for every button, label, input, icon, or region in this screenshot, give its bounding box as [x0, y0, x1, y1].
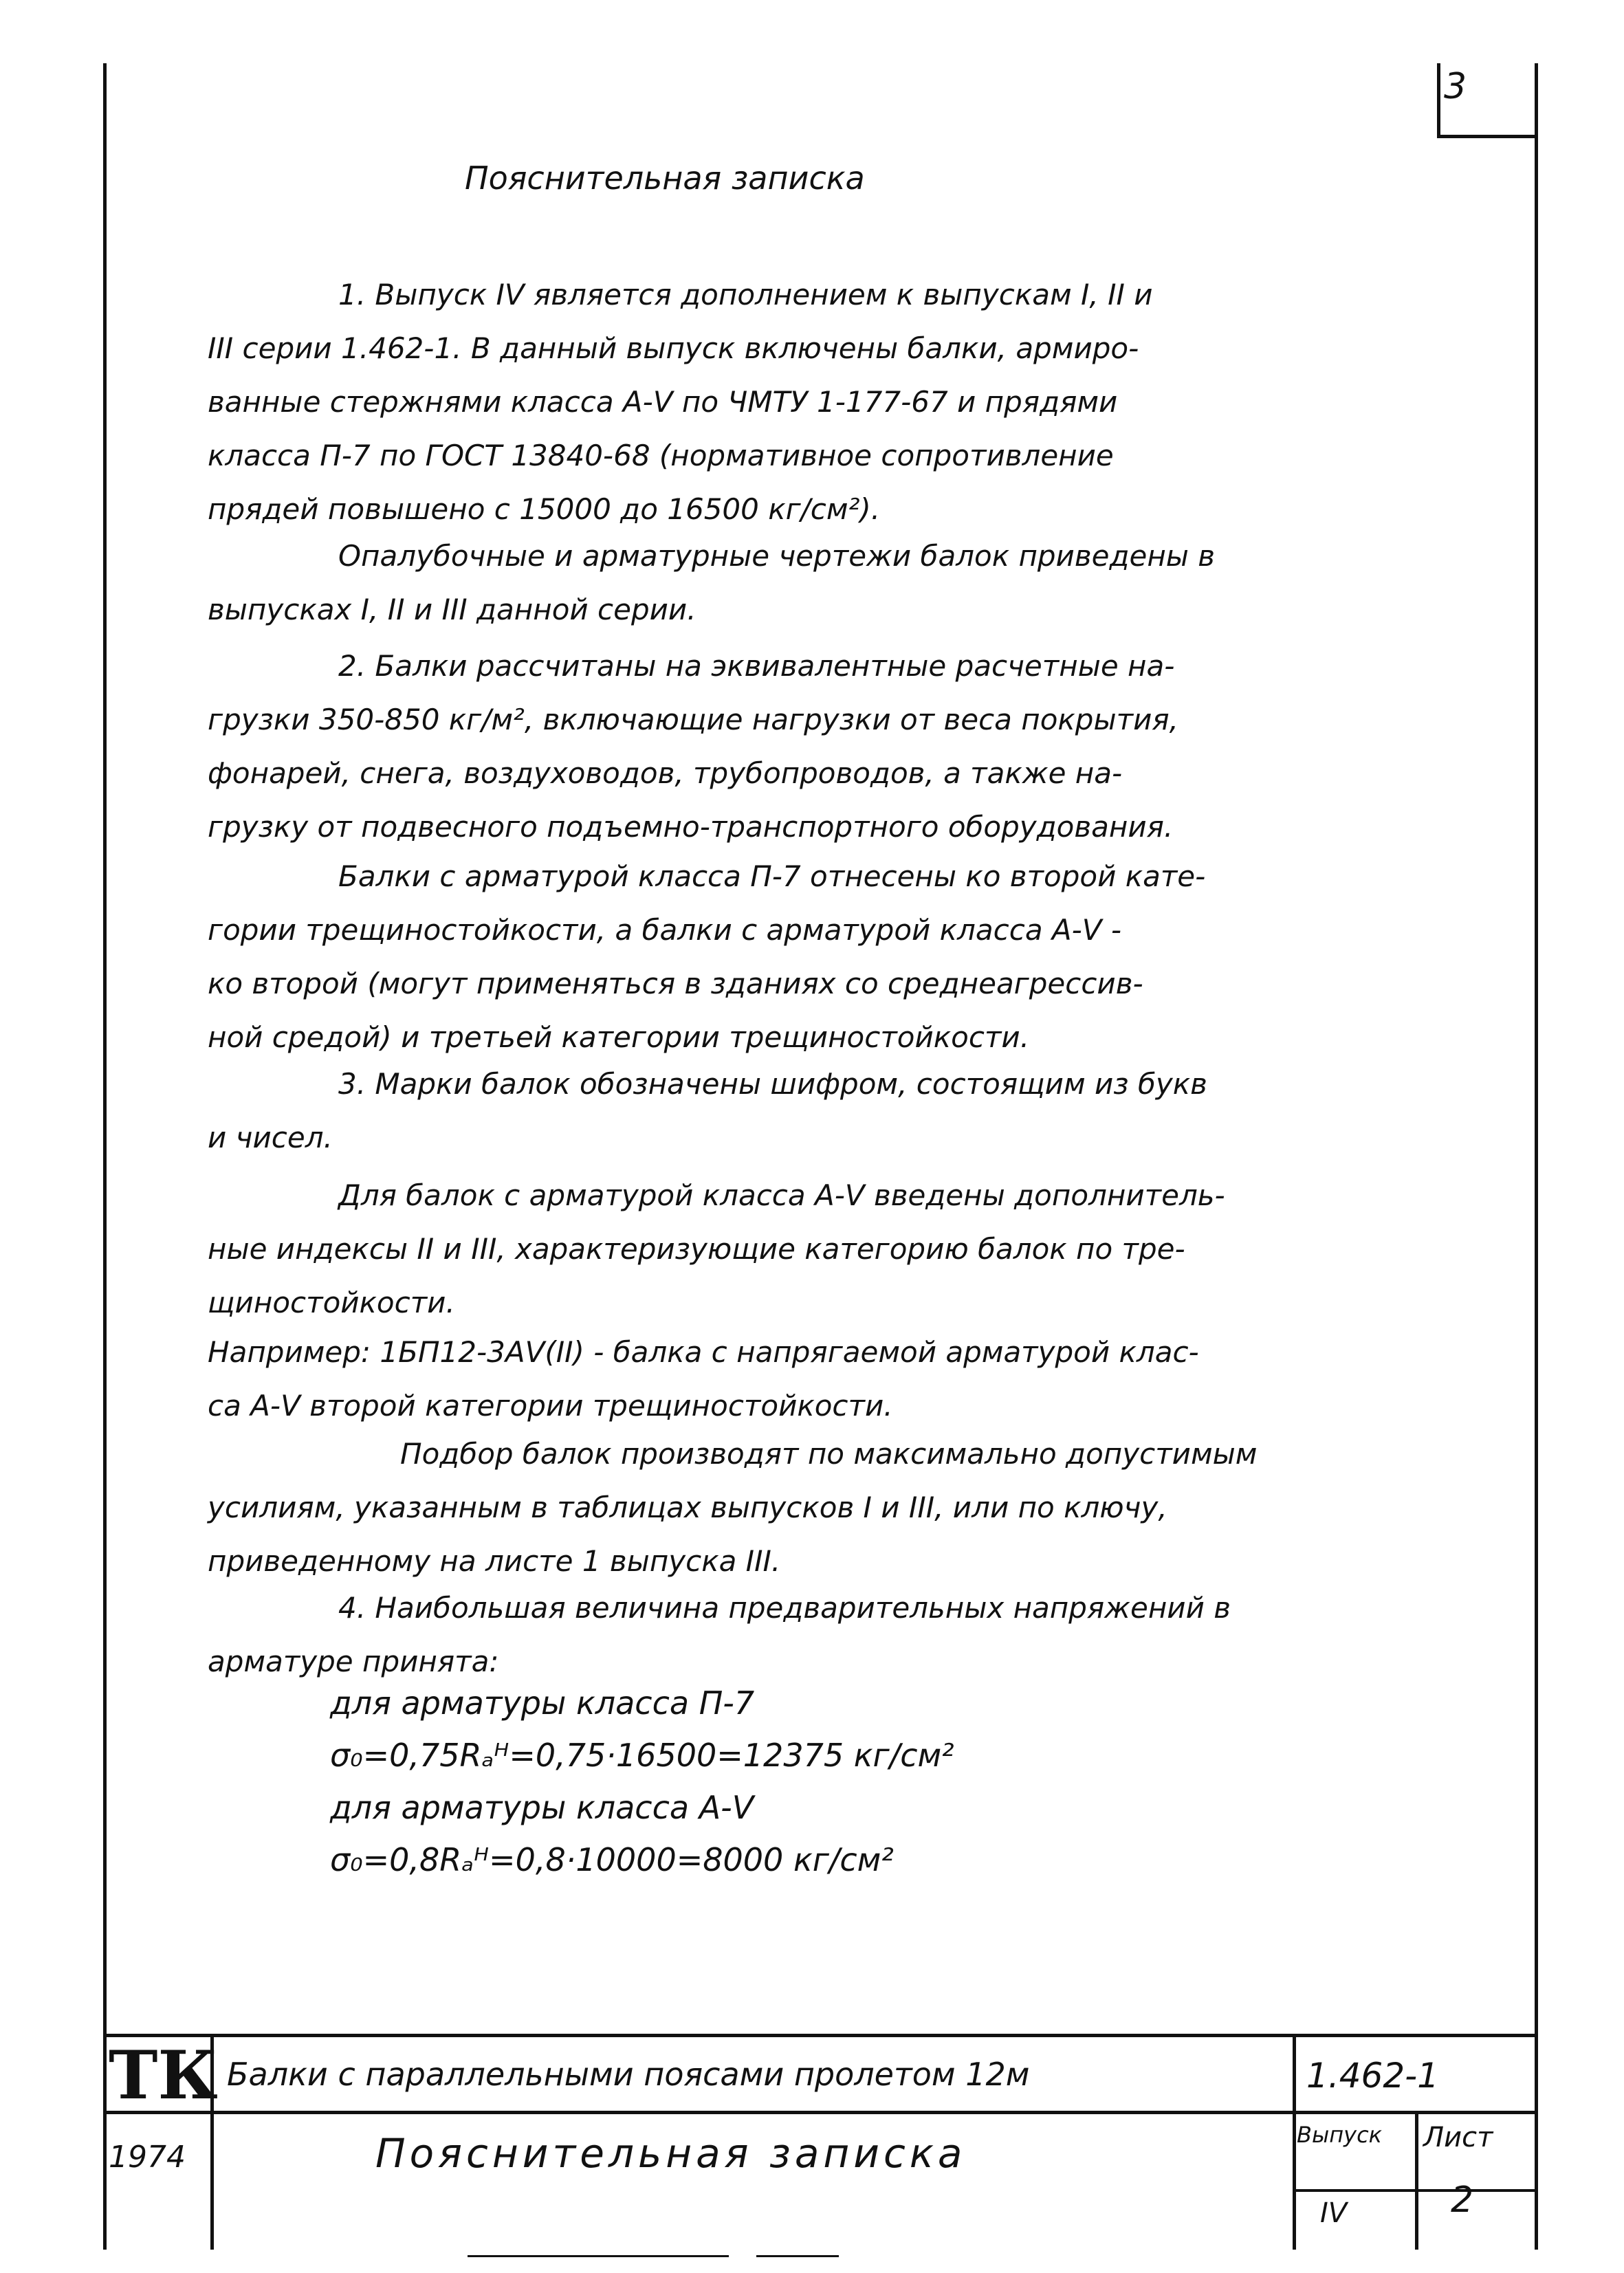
- paragraph-8: Подбор балок производят по максимально допустимым усилиям, указанным в таблицах выпусков I и III, или по ключу, приведенному на листе 1 выпуска III.: [208, 1437, 1258, 1578]
- frame-right-line: [1535, 63, 1538, 2250]
- paragraph-4: Балки с арматурой класса П-7 отнесены ко второй кате- гории трещиностойкости, а балки с арматурой класса А-V - ко второй (могут применяться в зданиях со среднеагрессив- ной средой) и третьей категории трещиностойкости.: [208, 859, 1206, 1054]
- stamp-divider-title: [1293, 2034, 1296, 2250]
- page-number: 3: [1444, 66, 1467, 107]
- stamp-divider-sheet: [1415, 2111, 1418, 2250]
- formula-2: σ₀=0,8Rₐᴴ=0,8·10000=8000 кг/см²: [330, 1841, 894, 1878]
- stamp-middle-line: [103, 2111, 1538, 2114]
- stamp-issue-underline: [1293, 2189, 1538, 2192]
- stamp-main-title: Балки с параллельными поясами пролетом 12м: [227, 2056, 1030, 2093]
- paragraph-3: 2. Балки рассчитаны на эквивалентные расчетные на- грузки 350-850 кг/м², включающие нагрузки от веса покрытия, фонарей, снега, воздуховодов, трубопроводов, а также на- грузку от подвесного подъемно-транспортного оборудования.: [208, 649, 1178, 844]
- formula-2-label: для арматуры класса А-V: [330, 1789, 754, 1826]
- formula-1-label: для арматуры класса П-7: [330, 1684, 755, 1722]
- stamp-issue-label: Выпуск: [1297, 2122, 1382, 2148]
- stamp-sheet-value: 2: [1451, 2179, 1474, 2221]
- paragraph-5: 3. Марки балок обозначены шифром, состоящим из букв и чисел.: [208, 1067, 1207, 1154]
- stamp-sheet-title: Пояснительная записка: [375, 2130, 967, 2177]
- stamp-top-line: [103, 2034, 1538, 2037]
- document-title: Пояснительная записка: [465, 160, 865, 197]
- paragraph-6: Для балок с арматурой класса А-V введены дополнитель- ные индексы II и III, характеризующие категорию балок по тре- щиностойкости.: [208, 1178, 1225, 1319]
- paragraph-7-example: Например: 1БП12-3АV(II) - балка с напрягаемой арматурой клас- са А-V второй категории трещиностойкости.: [208, 1335, 1199, 1423]
- page-number-box-bottom: [1437, 135, 1537, 138]
- stamp-year: 1974: [109, 2140, 186, 2175]
- stamp-sheet-label: Лист: [1423, 2122, 1493, 2153]
- paragraph-2: Опалубочные и арматурные чертежи балок приведены в выпусках I, II и III данной серии.: [208, 539, 1216, 626]
- scan-mark-1: [468, 2255, 729, 2257]
- formula-1: σ₀=0,75Rₐᴴ=0,75·16500=12375 кг/см²: [330, 1737, 954, 1774]
- page-number-box-left: [1437, 63, 1440, 138]
- scan-mark-2: [756, 2255, 839, 2257]
- paragraph-1: 1. Выпуск IV является дополнением к выпускам I, II и III серии 1.462-1. В данный выпуск включены балки, армиро- ванные стержнями класса А-V по ЧМТУ 1-177-67 и прядями класса П-7 по ГОСТ 13840-68 (нормативное сопротивление прядей повышено с 15000 до 16500 кг/см²).: [208, 278, 1153, 526]
- paragraph-9: 4. Наибольшая величина предварительных напряжений в арматуре принята:: [208, 1591, 1231, 1678]
- logo-tk: ТК: [109, 2036, 218, 2114]
- stamp-series: 1.462-1: [1306, 2056, 1439, 2096]
- frame-left-line: [103, 63, 107, 2250]
- stamp-issue-value: IV: [1320, 2197, 1348, 2229]
